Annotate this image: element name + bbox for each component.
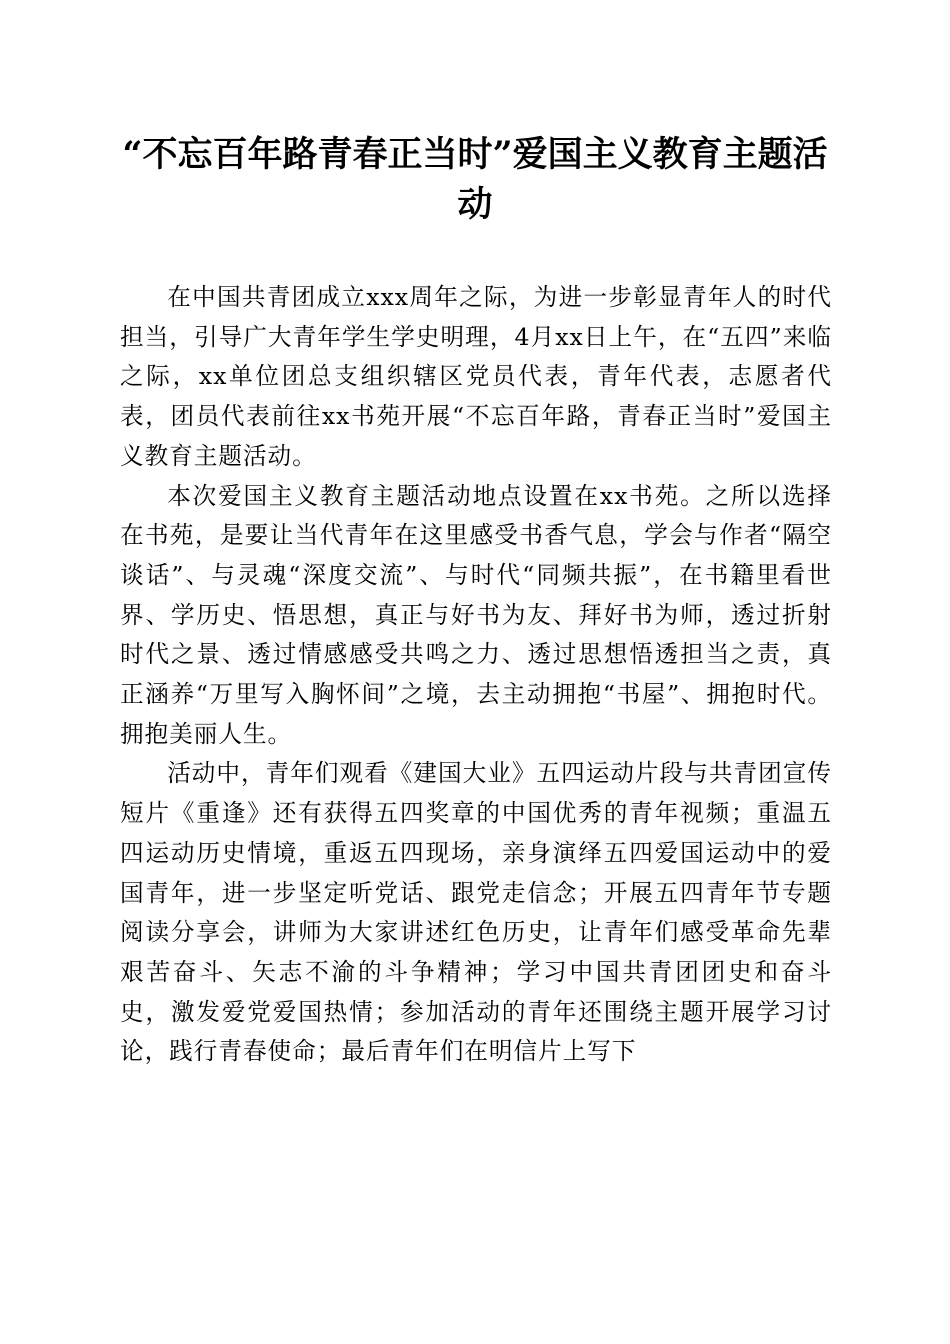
document-body bbox=[120, 278, 832, 1072]
document-title: “不忘百年路青春正当时”爱国主义教育主题活动 bbox=[122, 134, 828, 225]
paragraph: 活动中，青年们观看《建国大业》五四运动片段与共青团宣传短片《重逢》还有获得五四奖章的中国优秀的青年视频；重温五四运动历史情境，重返五四现场，亲身演绎五四爱国运动中的爱国青年，进一步坚定听党话、跟党走信念；开展五四青年节专题阅读分享会，讲师为大家讲述红色历史，让青年们感受革命先辈艰苦奋斗、矢志不渝的斗争精神；学习中国共青团团史和奋斗史，激发爱党爱国热情；参加活动的青年还围绕主题开展学习讨论，践行青春使命；最后青年们在明信片上写下 bbox=[120, 759, 832, 1066]
paragraph: 本次爱国主义教育主题活动地点设置在xx书苑。之所以选择在书苑，是要让当代青年在这里感受书香气息，学会与作者“隔空谈话”、与灵魂“深度交流”、与时代“同频共振”，在书籍里看世界、学历史、悟思想，真正与好书为友、拜好书为师，透过折射时代之景、透过情感感受共鸣之力、透过思想悟透担当之责，真正涵养“万里写入胸怀间”之境，去主动拥抱“书屋”、拥抱时代。拥抱美丽人生。 bbox=[120, 481, 832, 748]
paragraph: 在中国共青团成立xxx周年之际，为进一步彰显青年人的时代担当，引导广大青年学生学史明理，4月xx日上午，在“五四”来临之际，xx单位团总支组织辖区党员代表，青年代表，志愿者代表，团员代表前往xx书苑开展“不忘百年路，青春正当时”爱国主义教育主题活动。 bbox=[120, 283, 832, 470]
